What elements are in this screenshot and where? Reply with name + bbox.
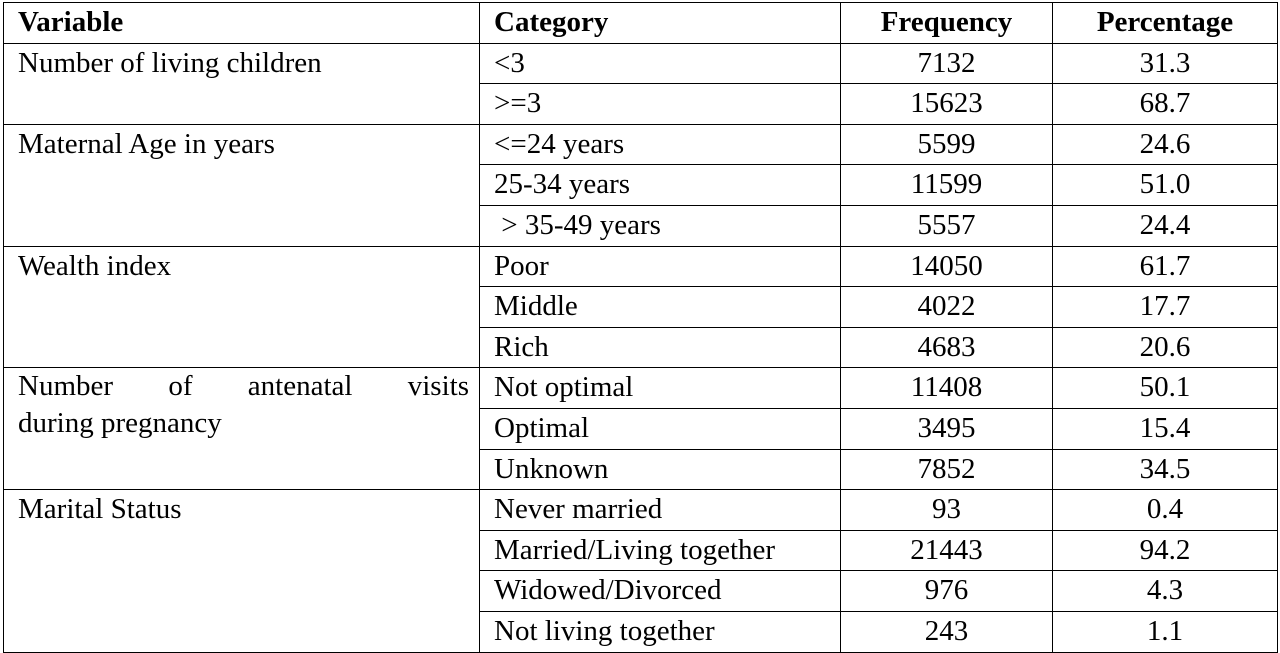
table-row xyxy=(4,124,1278,165)
category-cell: Rich xyxy=(480,327,841,368)
header-row xyxy=(4,3,1278,44)
table-body xyxy=(4,43,1278,652)
frequency-cell: 11599 xyxy=(841,165,1053,206)
frequency-cell: 4022 xyxy=(841,287,1053,328)
header-category: Category xyxy=(480,3,841,44)
variable-cell: Number of living children xyxy=(4,43,480,124)
category-cell: Middle xyxy=(480,287,841,328)
frequency-cell: 7852 xyxy=(841,449,1053,490)
percentage-cell: 51.0 xyxy=(1053,165,1278,206)
frequency-cell: 93 xyxy=(841,490,1053,531)
category-cell: Never married xyxy=(480,490,841,531)
percentage-cell: 4.3 xyxy=(1053,571,1278,612)
frequency-cell: 5557 xyxy=(841,205,1053,246)
variable-cell xyxy=(4,368,480,490)
category-cell: Optimal xyxy=(480,408,841,449)
category-cell: Married/Living together xyxy=(480,530,841,571)
percentage-cell: 61.7 xyxy=(1053,246,1278,287)
frequency-cell: 7132 xyxy=(841,43,1053,84)
percentage-cell: 68.7 xyxy=(1053,84,1278,125)
table-header xyxy=(4,3,1278,44)
frequency-cell: 21443 xyxy=(841,530,1053,571)
category-cell: 25-34 years xyxy=(480,165,841,206)
percentage-cell: 31.3 xyxy=(1053,43,1278,84)
category-cell: <3 xyxy=(480,43,841,84)
category-cell: <=24 years xyxy=(480,124,841,165)
frequency-cell: 243 xyxy=(841,611,1053,652)
percentage-cell: 50.1 xyxy=(1053,368,1278,409)
table-row xyxy=(4,43,1278,84)
category-cell: > 35-49 years xyxy=(480,205,841,246)
category-cell: Not optimal xyxy=(480,368,841,409)
variable-cell: Wealth index xyxy=(4,246,480,368)
table-row xyxy=(4,368,1278,409)
percentage-cell: 17.7 xyxy=(1053,287,1278,328)
variable-line-2: during pregnancy xyxy=(18,407,222,440)
category-cell: >=3 xyxy=(480,84,841,125)
variable-line-1: Number of antenatal visits xyxy=(18,370,469,403)
category-cell: Widowed/Divorced xyxy=(480,571,841,612)
frequency-cell: 14050 xyxy=(841,246,1053,287)
header-percentage: Percentage xyxy=(1053,3,1278,44)
frequency-cell: 11408 xyxy=(841,368,1053,409)
frequency-cell: 3495 xyxy=(841,408,1053,449)
data-table xyxy=(3,2,1278,653)
table-row xyxy=(4,490,1278,531)
header-variable: Variable xyxy=(4,3,480,44)
percentage-cell: 94.2 xyxy=(1053,530,1278,571)
frequency-cell: 5599 xyxy=(841,124,1053,165)
percentage-cell: 34.5 xyxy=(1053,449,1278,490)
category-cell: Not living together xyxy=(480,611,841,652)
frequency-cell: 15623 xyxy=(841,84,1053,125)
percentage-cell: 24.6 xyxy=(1053,124,1278,165)
frequency-cell: 4683 xyxy=(841,327,1053,368)
frequency-cell: 976 xyxy=(841,571,1053,612)
percentage-cell: 15.4 xyxy=(1053,408,1278,449)
percentage-cell: 24.4 xyxy=(1053,205,1278,246)
header-frequency: Frequency xyxy=(841,3,1053,44)
percentage-cell: 1.1 xyxy=(1053,611,1278,652)
percentage-cell: 0.4 xyxy=(1053,490,1278,531)
variable-cell: Maternal Age in years xyxy=(4,124,480,246)
table-row xyxy=(4,246,1278,287)
category-cell: Unknown xyxy=(480,449,841,490)
variable-cell: Marital Status xyxy=(4,490,480,652)
variable-text xyxy=(18,368,479,442)
percentage-cell: 20.6 xyxy=(1053,327,1278,368)
category-cell: Poor xyxy=(480,246,841,287)
